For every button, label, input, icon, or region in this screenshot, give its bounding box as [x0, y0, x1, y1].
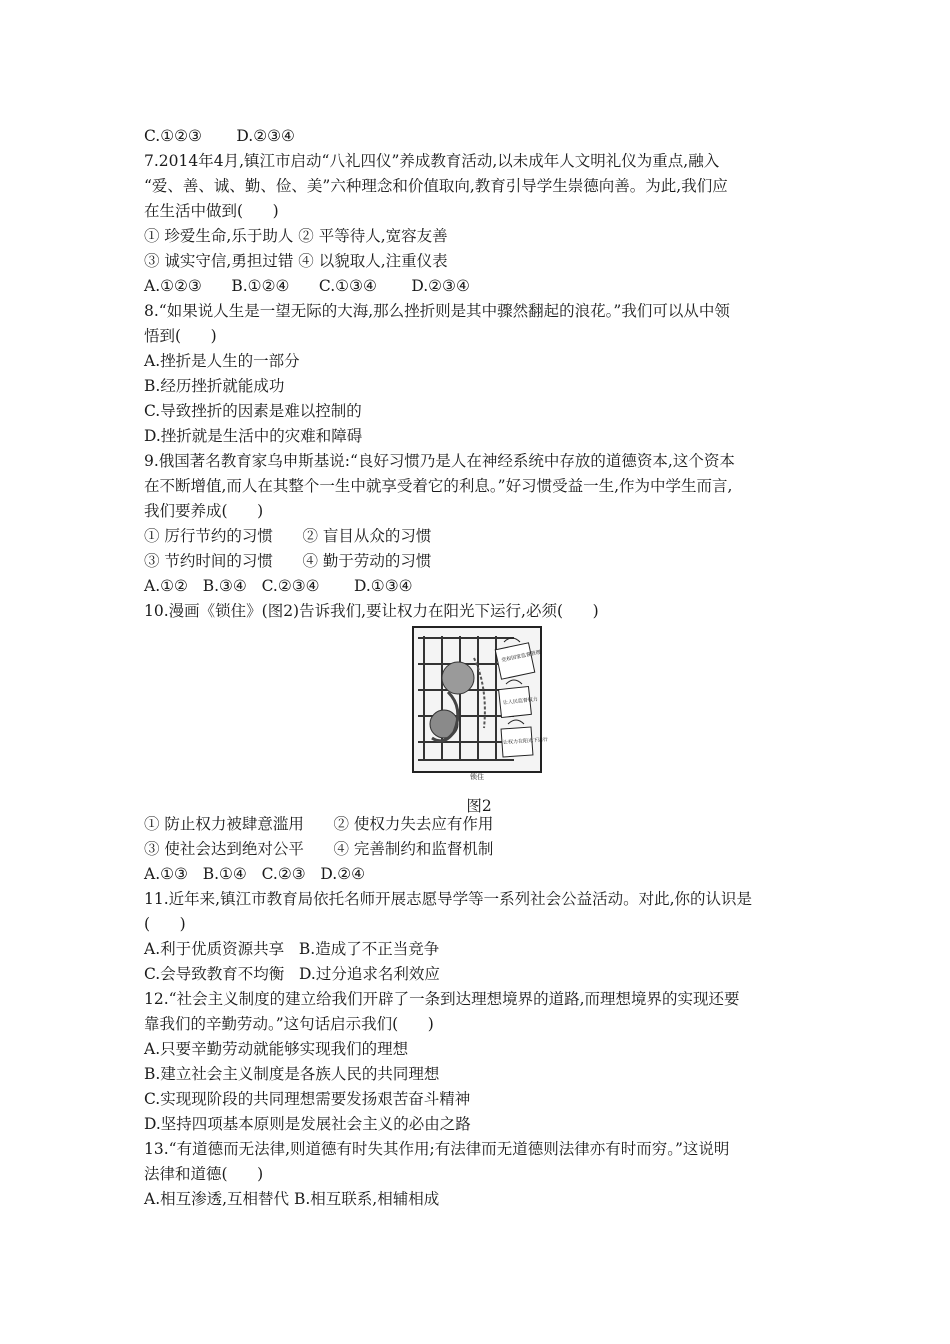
text-line: 在生活中做到( )	[144, 202, 279, 220]
question-text-upper	[144, 124, 814, 624]
padlock-label-1: 党和国家监督管理	[501, 649, 542, 664]
text-line: 靠我们的辛勤劳动。”这句话启示我们( )	[144, 1015, 434, 1033]
text-line: 11.近年来,镇江市教育局依托名师开展志愿导学等一系列社会公益活动。对此,你的认识是	[144, 890, 753, 908]
text-line: 7.2014年4月,镇江市启动“八礼四仪”养成教育活动,以未成年人文明礼仪为重点,融入	[144, 152, 720, 170]
text-line: D.挫折就是生活中的灾难和障碍	[144, 427, 363, 445]
text-line: C.会导致教育不均衡 D.过分追求名利效应	[144, 965, 440, 983]
text-line: A.利于优质资源共享 B.造成了不正当竞争	[144, 940, 440, 958]
text-line: “爱、善、诚、勤、俭、美”六种理念和价值取向,教育引导学生崇德向善。为此,我们应	[144, 177, 728, 195]
text-line: ① 珍爱生命,乐于助人 ② 平等待人,宽容友善	[144, 227, 448, 245]
text-line: 我们要养成( )	[144, 502, 264, 520]
question-text-lower	[144, 812, 814, 1212]
text-line: ( )	[144, 915, 186, 933]
text-line: A.①②③ B.①②④ C.①③④ D.②③④	[144, 277, 470, 295]
text-line: 13.“有道德而无法律,则道德有时失其作用;有法律而无道德则法律亦有时而穷。”这说明	[144, 1140, 730, 1158]
text-line: ③ 使社会达到绝对公平 ④ 完善制约和监督机制	[144, 840, 494, 858]
text-line: C.①②③ D.②③④	[144, 127, 295, 145]
cartoon-caption: 锁住	[470, 773, 484, 781]
text-line: ③ 节约时间的习惯 ④ 勤于劳动的习惯	[144, 552, 432, 570]
figure-2	[144, 624, 814, 815]
text-line: 8.“如果说人生是一望无际的大海,那么挫折则是其中骤然翻起的浪花。”我们可以从中领	[144, 302, 730, 320]
exam-page	[144, 124, 814, 1212]
text-line: 法律和道德( )	[144, 1165, 264, 1183]
padlock-label-3: 让权力在阳光下运行	[502, 736, 549, 746]
cartoon-drawing	[414, 628, 549, 771]
text-line: A.相互渗透,互相替代 B.相互联系,相辅相成	[144, 1190, 440, 1208]
text-line: 在不断增值,而人在其整个一生中就享受着它的利息。”好习惯受益一生,作为中学生而言,	[144, 477, 733, 495]
padlock-label-2: 让人民监督权力	[502, 696, 539, 707]
text-line: A.①② B.③④ C.②③④ D.①③④	[144, 577, 413, 595]
text-line: C.实现现阶段的共同理想需要发扬艰苦奋斗精神	[144, 1090, 471, 1108]
text-line: ③ 诚实守信,勇担过错 ④ 以貌取人,注重仪表	[144, 252, 448, 270]
text-line: 悟到( )	[144, 327, 217, 345]
text-line: A.只要辛勤劳动就能够实现我们的理想	[144, 1040, 409, 1058]
text-line: A.①③ B.①④ C.②③ D.②④	[144, 865, 365, 883]
text-line: 9.俄国著名教育家乌申斯基说:“良好习惯乃是人在神经系统中存放的道德资本,这个资本	[144, 452, 735, 470]
text-line: B.建立社会主义制度是各族人民的共同理想	[144, 1065, 440, 1083]
text-line: B.经历挫折就能成功	[144, 377, 285, 395]
text-line: 10.漫画《锁住》(图2)告诉我们,要让权力在阳光下运行,必须( )	[144, 602, 599, 620]
text-line: C.导致挫折的因素是难以控制的	[144, 402, 362, 420]
figure-label: 图2	[466, 797, 492, 815]
cartoon-image	[412, 626, 549, 773]
text-line: 12.“社会主义制度的建立给我们开辟了一条到达理想境界的道路,而理想境界的实现还要	[144, 990, 740, 1008]
text-line: ① 厉行节约的习惯 ② 盲目从众的习惯	[144, 527, 432, 545]
text-line: A.挫折是人生的一部分	[144, 352, 300, 370]
text-line: D.坚持四项基本原则是发展社会主义的必由之路	[144, 1115, 471, 1133]
text-line: ① 防止权力被肆意滥用 ② 使权力失去应有作用	[144, 815, 494, 833]
